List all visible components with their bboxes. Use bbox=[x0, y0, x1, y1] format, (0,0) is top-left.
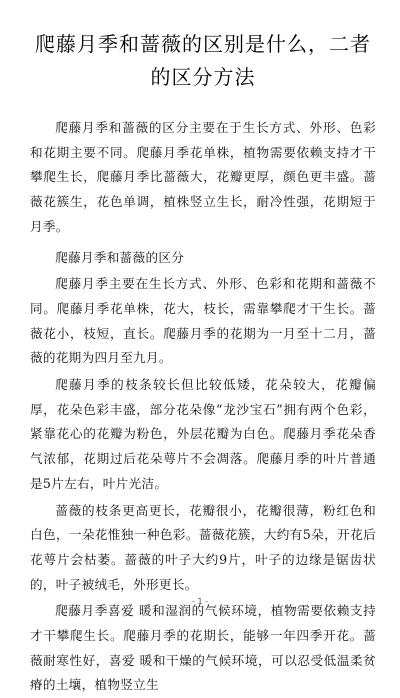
page-number: - 1 - bbox=[192, 597, 208, 606]
section-heading: 爬藤月季和蔷薇的区分 bbox=[55, 249, 185, 265]
paragraph-differences: 爬藤月季主要在生长方式、外形、色彩和花期和蔷薇不同。爬藤月季花单株，花大，枝长，需靠攀爬才干生长。蔷薇花小，枝短，直长。爬藤月季的花期为一月至十二月，蔷薇的花期为四月至九月。 bbox=[30, 276, 376, 366]
document-title: 爬藤月季和蔷薇的区别是什么，二者的区分方法 bbox=[35, 32, 371, 89]
paragraph-climate: 爬藤月季喜爱 暖和湿润的气候环境，植物需要依赖支持才干攀爬生长。爬藤月季的花期长，能够一年四季开花。蔷薇耐寒性好，喜爱 暖和干燥的气候环境，可以忍受低温柔贫瘠的土壤，植物竖立生 bbox=[30, 603, 376, 693]
paragraph-climbing-rose: 爬藤月季的枝条较长但比较低矮，花朵较大，花瓣偏厚，花朵色彩丰盛，部分花朵像“龙沙宝石”拥有两个色彩，紧靠花心的花瓣为粉色，外层花瓣为白色。爬藤月季花朵香气浓郁，花期过后花朵萼片不会凋落。爬藤月季的叶片普通是5片左右，叶片光洁。 bbox=[30, 377, 376, 491]
document-body bbox=[30, 116, 376, 698]
paragraph-rosa-multiflora: 蔷薇的枝条更高更长，花瓣很小，花瓣很薄，粉红色和白色，一朵花惟独一种色彩。蔷薇花簇，大约有5朵，开花后花萼片会枯萎。蔷薇的叶子大约9片，叶子的边缘是锯齿状的，叶子被绒毛，外形更长。 bbox=[30, 502, 376, 592]
paragraph-intro: 爬藤月季和蔷薇的区分主要在于生长方式、外形、色彩和花期主要不同。爬藤月季花单株，植物需要依赖支持才干攀爬生长，爬藤月季比蔷薇大，花瓣更厚，颜色更丰盛。蔷薇花簇生，花色单调，植株竖立生长，耐冷性强，花期短于月季。 bbox=[30, 120, 376, 234]
